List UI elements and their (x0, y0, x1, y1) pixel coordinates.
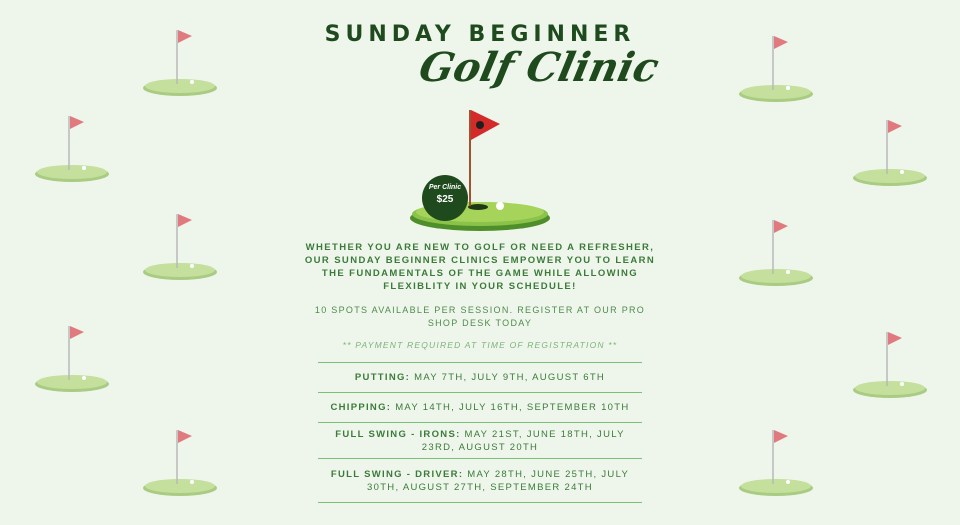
schedule-dates: MAY 21ST, JUNE 18TH, JULY 23RD, AUGUST 20TH (421, 428, 625, 453)
schedule-label: FULL SWING - DRIVER: (330, 468, 464, 480)
price-badge (422, 175, 468, 221)
title-line-2: Golf Clinic (415, 44, 664, 91)
title-line-1: SUNDAY BEGINNER (324, 22, 636, 47)
golf-flag-icon (852, 328, 932, 398)
golf-flag-icon (142, 426, 222, 496)
schedule-dates: MAY 28TH, JUNE 25TH, JULY 30TH, AUGUST 27TH, SEPTEMBER 24TH (367, 468, 630, 493)
spots-text: 10 SPOTS AVAILABLE PER SESSION. REGISTER AT OUR PRO SHOP DESK TODAY (314, 305, 646, 328)
golf-green-hero-icon (408, 106, 553, 236)
price-label: Per Clinic (428, 184, 462, 191)
golf-flag-icon (738, 216, 818, 286)
description-text: WHETHER YOU ARE NEW TO GOLF OR NEED A REFRESHER, OUR SUNDAY BEGINNER CLINICS EMPOWER YOU TO LEARN THE FUNDAMENTALS OF THE GAME WHILE ALLOWING FLEXIBLITY IN YOUR SCHEDULE! (304, 242, 656, 292)
schedule-list (318, 362, 642, 503)
schedule-label: PUTTING: (354, 372, 411, 383)
golf-flag-icon (34, 112, 114, 182)
schedule-dates: MAY 7TH, JULY 9TH, AUGUST 6TH (414, 372, 606, 383)
schedule-row-chipping (318, 393, 642, 423)
golf-flag-icon (738, 426, 818, 496)
golf-flag-icon (142, 26, 222, 96)
golf-flag-icon (738, 32, 818, 102)
poster-content (300, 0, 664, 525)
golf-flag-icon (142, 210, 222, 280)
price-value: $25 (436, 194, 454, 205)
schedule-label: CHIPPING: (330, 402, 392, 413)
golf-flag-icon (34, 322, 114, 392)
schedule-row-driver (318, 459, 642, 503)
schedule-label: FULL SWING - IRONS: (335, 428, 461, 440)
schedule-row-putting (318, 363, 642, 393)
golf-flag-icon (852, 116, 932, 186)
schedule-dates: MAY 14TH, JULY 16TH, SEPTEMBER 10TH (395, 402, 630, 413)
payment-note: ** PAYMENT REQUIRED AT TIME OF REGISTRATION ** (342, 340, 618, 350)
schedule-row-irons (318, 423, 642, 459)
